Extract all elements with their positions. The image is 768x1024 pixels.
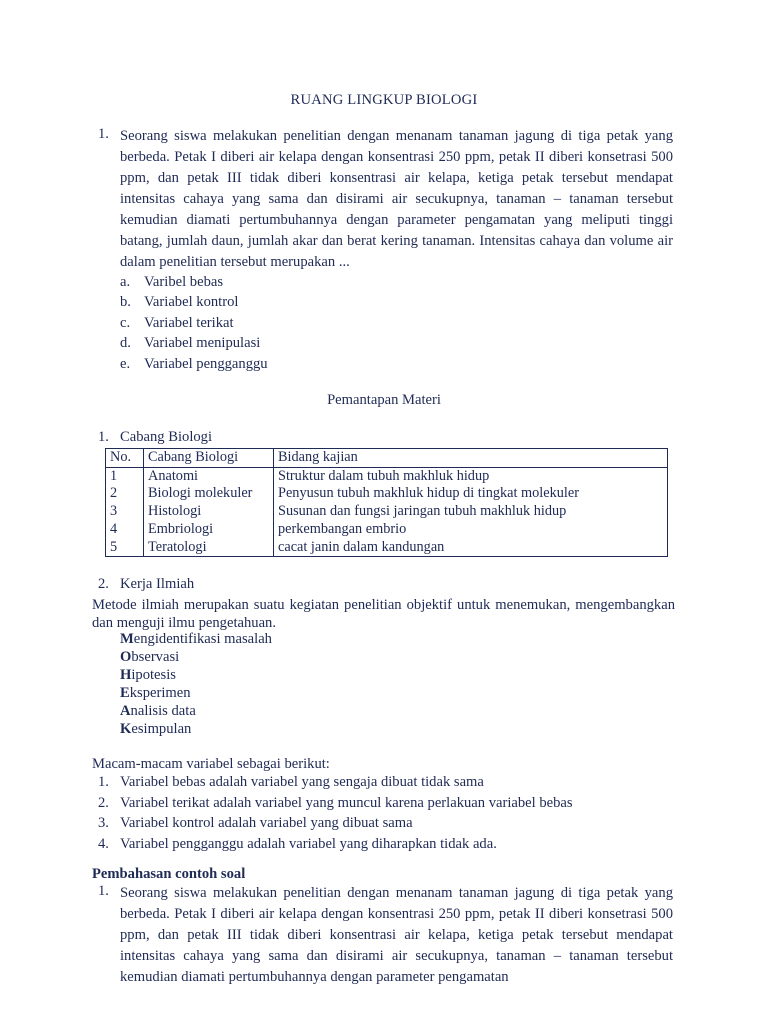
table-cell: Histologi — [144, 503, 274, 521]
table-cell: perkembangan embrio — [278, 520, 407, 537]
metode-paragraph: Metode ilmiah merupakan suatu kegiatan penelitian objektif untuk menemukan, mengembangkan dan menguji ilmu pengetahuan. — [92, 597, 675, 631]
table-cell: Biologi molekuler — [144, 485, 274, 503]
option-d: d. Variabel menipulasi — [120, 335, 261, 352]
list-item: 3. Variabel kontrol adalah variabel yang dibuat sama — [98, 815, 413, 831]
option-e: e. Variabel pengganggu — [120, 355, 268, 372]
kerja-heading: 2. Kerja Ilmiah — [98, 576, 195, 592]
page-title: RUANG LINGKUP BIOLOGI — [290, 92, 478, 108]
table-header-cell: Bidang kajian — [274, 449, 668, 468]
table-row — [106, 503, 668, 521]
cabang-heading: 1. Cabang Biologi — [98, 429, 213, 445]
table-cell: Embriologi — [144, 521, 274, 539]
table-row — [106, 485, 668, 503]
metode-steps — [120, 630, 272, 738]
table-header-cell: Cabang Biologi — [144, 449, 274, 468]
table-cell: Teratologi — [144, 539, 274, 557]
question-text: Seorang siswa melakukan penelitian dengan menanam tanaman jagung di tiga petak yang berbeda. Petak I diberi air kelapa dengan konsentrasi 250 ppm, petak II diberi konsetrasi 500 ppm, dan petak III tidak diberi konsentrasi air kelapa, ketiga petak tersebut mendapat intensitas cahaya yang sama dan disirami air secukupnya, tanaman – tanaman tersebut kemudian diamati pertumbuhannya dengan parameter pengamatan — [120, 885, 673, 985]
table-cell: 1 — [106, 467, 144, 485]
variabel-intro: Macam-macam variabel sebagai berikut: — [92, 756, 330, 772]
step-item: Observasi — [120, 649, 180, 665]
step-item: Mengidentifikasi masalah — [120, 631, 272, 647]
question-number: 1. — [98, 126, 109, 142]
variabel-list — [98, 772, 573, 854]
option-a: a. Varibel bebas — [120, 274, 224, 290]
section-title: Pemantapan Materi — [327, 392, 441, 408]
table-row — [106, 539, 668, 557]
step-item: Analisis data — [120, 703, 196, 719]
cabang-table — [105, 448, 668, 557]
option-b: b. Variabel kontrol — [120, 294, 239, 311]
table-cell: Penyusun tubuh makhluk hidup di tingkat molekuler — [278, 485, 580, 502]
table-cell: 5 — [106, 539, 144, 557]
step-item: Kesimpulan — [120, 721, 192, 737]
table-row — [106, 467, 668, 485]
list-item: 4. Variabel pengganggu adalah variabel yang diharapkan tidak ada. — [98, 835, 497, 852]
table-header-cell: No. — [106, 449, 144, 468]
table-cell: 4 — [106, 521, 144, 539]
table-header-row — [106, 449, 668, 468]
question-text: Seorang siswa melakukan penelitian dengan menanam tanaman jagung di tiga petak yang berbeda. Petak I diberi air kelapa dengan konsentrasi 250 ppm, petak II diberi konsetrasi 500 ppm, dan petak III tidak diberi konsentrasi air kelapa, ketiga petak tersebut mendapat intensitas cahaya yang sama dan disirami air secukupnya, tanaman – tanaman tersebut kemudian diamati pertumbuhannya dengan parameter pengamatan yang meliputi tinggi batang, jumlah daun, jumlah akar dan berat kering tanaman. Intensitas cahaya dan volume air dalam penelitian tersebut merupakan ... — [120, 128, 673, 270]
option-c: c. Variabel terikat — [120, 314, 234, 331]
list-item: 1. Variabel bebas adalah variabel yang sengaja dibuat tidak sama — [98, 774, 484, 790]
table-cell: 3 — [106, 503, 144, 521]
table-cell: Susunan dan fungsi jaringan tubuh makhluk hidup — [278, 503, 567, 520]
table-cell: Struktur dalam tubuh makhluk hidup — [278, 467, 490, 484]
step-item: Hipotesis — [120, 667, 176, 683]
answer-options — [120, 272, 268, 374]
table-cell: 2 — [106, 485, 144, 503]
list-item: 2. Variabel terikat adalah variabel yang muncul karena perlakuan variabel bebas — [98, 794, 573, 811]
table-cell: Anatomi — [144, 467, 274, 485]
table-cell: cacat janin dalam kandungan — [278, 538, 445, 555]
question-number: 1. — [98, 883, 109, 899]
step-item: Eksperimen — [120, 685, 191, 701]
pembahasan-heading: Pembahasan contoh soal — [92, 866, 246, 882]
table-row — [106, 521, 668, 539]
